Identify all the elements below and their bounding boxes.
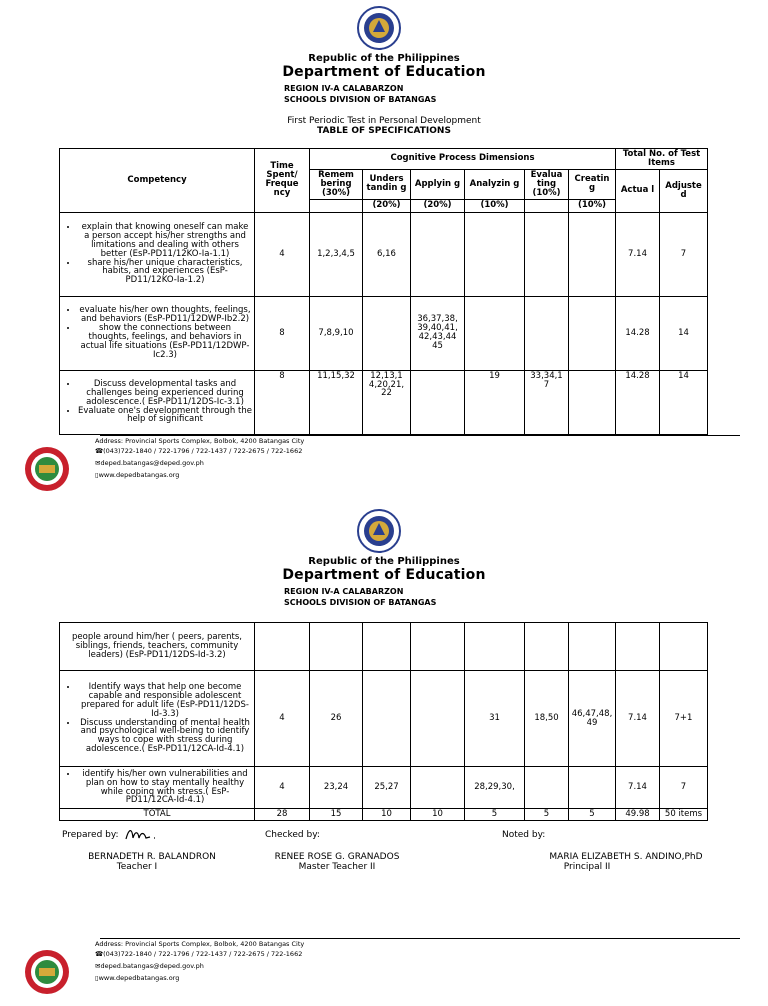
header-analyzing-pct: (10%) bbox=[465, 199, 525, 212]
total-analyzing: 5 bbox=[465, 809, 525, 821]
competency-item: • show the connections between thoughts, feelings, and behaviors in actual life situations (EsP-PD11/12DWP-Ic2.3) bbox=[78, 324, 252, 360]
adjusted-cell: 14 bbox=[660, 370, 708, 434]
prepared-by-label: Prepared by: bbox=[62, 830, 119, 840]
total-adjusted: 50 items bbox=[660, 809, 708, 821]
footer-email: ✉deped.batangas@deped.gov.ph bbox=[95, 459, 204, 467]
checked-by-label: Checked by: bbox=[265, 830, 320, 840]
remembering-cell: 11,15,32 bbox=[310, 370, 363, 434]
total-label: TOTAL bbox=[60, 809, 255, 821]
total-actual: 49.98 bbox=[616, 809, 660, 821]
competency-cell bbox=[60, 370, 255, 434]
competency-cell bbox=[60, 767, 255, 809]
creating-cell bbox=[569, 212, 616, 296]
table-row bbox=[60, 296, 708, 370]
department-heading: Department of Education bbox=[282, 64, 486, 80]
time-cell: 4 bbox=[255, 767, 310, 809]
header-adjusted: Adjuste d bbox=[660, 169, 708, 212]
competency-cell bbox=[60, 212, 255, 296]
adjusted-cell: 7+1 bbox=[660, 671, 708, 767]
department-heading: Department of Education bbox=[282, 567, 486, 583]
understanding-cell: 25,27 bbox=[363, 767, 411, 809]
competency-item: • Discuss understanding of mental health and psychological well-being to identify ways to cope with stress during adolescence.( EsP-PD11/12CA-Id-4.1) bbox=[78, 719, 252, 755]
page-2 bbox=[0, 503, 768, 1006]
signature-icon bbox=[124, 826, 158, 842]
applying-cell bbox=[411, 370, 465, 434]
republic-heading: Republic of the Philippines bbox=[308, 556, 460, 567]
analyzing-cell: 28,29,30, bbox=[465, 767, 525, 809]
header-understanding-pct: (20%) bbox=[363, 199, 411, 212]
competency-item: • share his/her unique characteristics, habits, and experiences (EsP-PD11/12KO-Ia-1.2) bbox=[78, 259, 252, 286]
understanding-cell: 6,16 bbox=[363, 212, 411, 296]
actual-cell: 7.14 bbox=[616, 671, 660, 767]
analyzing-cell bbox=[465, 296, 525, 370]
applying-cell: 36,37,38, 39,40,41, 42,43,44 45 bbox=[411, 296, 465, 370]
competency-item: • identify his/her own vulnerabilities and plan on how to stay mentally healthy while coping with stress.( EsP-PD11/12CA-Id-4.1) bbox=[78, 770, 252, 806]
competency-continuation: people around him/her ( peers, parents, siblings, friends, teachers, community leaders) (EsP-PD11/12DS-Id-3.2) bbox=[60, 623, 255, 671]
time-cell: 4 bbox=[255, 212, 310, 296]
creating-cell bbox=[569, 767, 616, 809]
total-time: 28 bbox=[255, 809, 310, 821]
header-time: Time Spent/ Freque ncy bbox=[255, 149, 310, 213]
total-applying: 10 bbox=[411, 809, 465, 821]
evaluating-cell bbox=[525, 767, 569, 809]
header-applying: Applyin g bbox=[411, 169, 465, 199]
remembering-cell: 1,2,3,4,5 bbox=[310, 212, 363, 296]
table-row bbox=[60, 370, 708, 434]
applying-cell bbox=[411, 767, 465, 809]
total-understanding: 10 bbox=[363, 809, 411, 821]
adjusted-cell: 7 bbox=[660, 767, 708, 809]
table-row bbox=[60, 212, 708, 296]
footer-phone: ☎(043)722-1840 / 722-1796 / 722-1437 / 722-2675 / 722-1662 bbox=[95, 950, 303, 958]
adjusted-cell: 7 bbox=[660, 212, 708, 296]
test-title: First Periodic Test in Personal Development bbox=[287, 116, 481, 126]
header-competency: Competency bbox=[60, 149, 255, 213]
deped-batangas-logo-icon bbox=[24, 446, 70, 492]
creating-cell bbox=[569, 296, 616, 370]
footer-website: ▯www.depedbatangas.org bbox=[95, 974, 180, 982]
time-cell: 8 bbox=[255, 370, 310, 434]
checked-role: Master Teacher II bbox=[298, 862, 376, 872]
analyzing-cell: 31 bbox=[465, 671, 525, 767]
table-row bbox=[60, 671, 708, 767]
footer-phone: ☎(043)722-1840 / 722-1796 / 722-1437 / 722-2675 / 722-1662 bbox=[95, 447, 303, 455]
region-line: REGION IV-A CALABARZON bbox=[284, 84, 404, 93]
republic-heading: Republic of the Philippines bbox=[308, 53, 460, 64]
noted-role: Principal II bbox=[563, 862, 611, 872]
understanding-cell: 12,13,1 4,20,21, 22 bbox=[363, 370, 411, 434]
evaluating-cell: 33,34,1 7 bbox=[525, 370, 569, 434]
evaluating-cell bbox=[525, 212, 569, 296]
deped-batangas-logo-icon bbox=[24, 949, 70, 995]
evaluating-cell: 18,50 bbox=[525, 671, 569, 767]
noted-name: MARIA ELIZABETH S. ANDINO,PhD bbox=[549, 852, 703, 862]
evaluating-cell bbox=[525, 296, 569, 370]
footer-address: Address: Provincial Sports Complex, Bolbok, 4200 Batangas City bbox=[95, 437, 305, 445]
actual-cell: 7.14 bbox=[616, 767, 660, 809]
total-row bbox=[60, 809, 708, 821]
checked-name: RENEE ROSE G. GRANADOS bbox=[274, 852, 400, 862]
deped-seal-icon bbox=[357, 6, 401, 50]
division-line: SCHOOLS DIVISION OF BATANGAS bbox=[284, 598, 437, 607]
header-actual: Actua l bbox=[616, 169, 660, 212]
total-evaluating: 5 bbox=[525, 809, 569, 821]
actual-cell: 14.28 bbox=[616, 370, 660, 434]
prepared-role: Teacher I bbox=[116, 862, 158, 872]
header-applying-pct: (20%) bbox=[411, 199, 465, 212]
tos-table-continued bbox=[59, 622, 708, 821]
analyzing-cell bbox=[465, 212, 525, 296]
remembering-cell: 26 bbox=[310, 671, 363, 767]
total-remembering: 15 bbox=[310, 809, 363, 821]
page-1 bbox=[0, 0, 768, 500]
competency-item: • Discuss developmental tasks and challenges being experienced during adolescence.( EsP-PD11/12DS-Ic-3.1) bbox=[78, 380, 252, 407]
noted-by-label: Noted by: bbox=[502, 830, 546, 840]
footer-email: ✉deped.batangas@deped.gov.ph bbox=[95, 962, 204, 970]
competency-item: • Evaluate one's development through the help of significant bbox=[78, 407, 252, 425]
actual-cell: 7.14 bbox=[616, 212, 660, 296]
header-cognitive: Cognitive Process Dimensions bbox=[310, 149, 616, 170]
header-evaluating: Evalua ting (10%) bbox=[525, 169, 569, 199]
understanding-cell bbox=[363, 296, 411, 370]
analyzing-cell: 19 bbox=[465, 370, 525, 434]
competency-item: • explain that knowing oneself can make a person accept his/her strengths and limitations and dealing with others better (EsP-PD11/12KO-Ia-1.1) bbox=[78, 223, 252, 259]
header-creating: Creatin g bbox=[569, 169, 616, 199]
competency-cell bbox=[60, 671, 255, 767]
time-cell: 8 bbox=[255, 296, 310, 370]
remembering-cell: 7,8,9,10 bbox=[310, 296, 363, 370]
prepared-name: BERNADETH R. BALANDRON bbox=[88, 852, 216, 862]
applying-cell bbox=[411, 671, 465, 767]
creating-cell bbox=[569, 370, 616, 434]
competency-cell bbox=[60, 296, 255, 370]
tos-table bbox=[59, 148, 708, 435]
region-line: REGION IV-A CALABARZON bbox=[284, 587, 404, 596]
header-creating-pct: (10%) bbox=[569, 199, 616, 212]
tos-title: TABLE OF SPECIFICATIONS bbox=[317, 126, 451, 136]
applying-cell bbox=[411, 212, 465, 296]
table-row bbox=[60, 623, 708, 671]
footer-website: ▯www.depedbatangas.org bbox=[95, 471, 180, 479]
adjusted-cell: 14 bbox=[660, 296, 708, 370]
header-analyzing: Analyzin g bbox=[465, 169, 525, 199]
division-line: SCHOOLS DIVISION OF BATANGAS bbox=[284, 95, 437, 104]
total-creating: 5 bbox=[569, 809, 616, 821]
header-remembering: Remem bering (30%) bbox=[310, 169, 363, 199]
actual-cell: 14.28 bbox=[616, 296, 660, 370]
time-cell: 4 bbox=[255, 671, 310, 767]
understanding-cell bbox=[363, 671, 411, 767]
remembering-cell: 23,24 bbox=[310, 767, 363, 809]
header-total: Total No. of Test Items bbox=[616, 149, 708, 170]
table-row bbox=[60, 767, 708, 809]
creating-cell: 46,47,48, 49 bbox=[569, 671, 616, 767]
header-understanding: Unders tandin g bbox=[363, 169, 411, 199]
deped-seal-icon bbox=[357, 509, 401, 553]
competency-item: • Identify ways that help one become capable and responsible adolescent prepared for adult life (EsP-PD11/12DS-Id-3.3) bbox=[78, 683, 252, 719]
footer-address: Address: Provincial Sports Complex, Bolbok, 4200 Batangas City bbox=[95, 940, 305, 948]
competency-item: • evaluate his/her own thoughts, feelings, and behaviors (EsP-PD11/12DWP-Ib2.2) bbox=[78, 306, 252, 324]
